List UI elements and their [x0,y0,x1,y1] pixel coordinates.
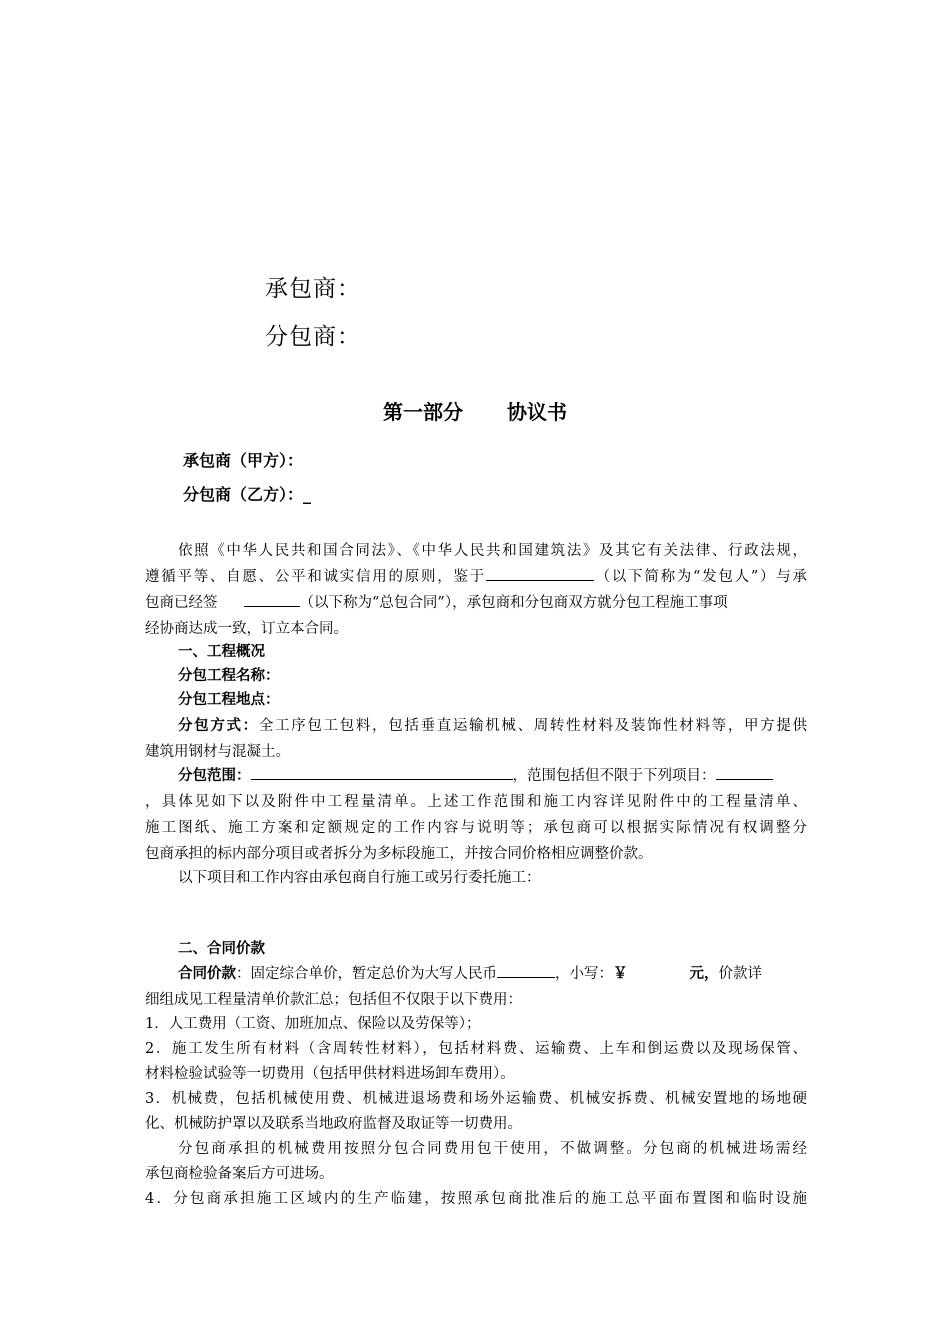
scope-line-1: 分包范围： ，范围包括但不限于下列项目： [178,764,807,788]
contract-blank [244,592,300,607]
method-line-1: 分包方式：全工序包工包料，包括垂直运输机械、周转性材料及装饰性材料等，甲方提供 [178,717,807,734]
title-part: 第一部分 [383,400,463,424]
method-line-2: 建筑用钢材与混凝土。 [145,744,290,760]
cost-item-2-line-2: 材料检验试验等一切费用（包括甲供材料进场卸车费用）。 [145,1066,515,1082]
price-line-2: 细组成见工程量清单价款汇总；包括但不仅限于以下费用： [145,992,522,1008]
cover-contractor: 承包商： [265,276,361,302]
price-line-1: 合同价款：固定综合单价，暂定总价为大写人民币 ，小写：￥ 元，价款详 [178,965,762,982]
section1-heading: 一、工程概况 [178,643,265,660]
cost-item-2-line-1: 2．施工发生所有材料（含周转性材料），包括材料费、运输费、上车和倒运费以及现场保管、 [145,1041,807,1057]
scope-line-4: 包商承担的标内部分项目或者拆分为多标段施工，并按合同价格相应调整价款。 [145,846,653,862]
intro-line-3: 包商已经签 （以下称为“总包合同”），承包商和分包商双方就分包工程施工事项 [145,591,807,615]
party-b: 分包商（乙方）：_ [183,485,312,504]
cost-item-4-line-1: 4．分包商承担施工区域内的生产临建，按照承包商批准后的施工总平面布置图和临时设施 [145,1191,807,1207]
project-name-label: 分包工程名称： [178,667,280,684]
cost-item-1: 1．人工费用（工资、加班加点、保险以及劳保等）； [145,1016,481,1032]
intro-line-1: 依照《中华人民共和国合同法》、《中华人民共和国建筑法》及其它有关法律、行政法规， [178,543,807,559]
cost-item-3-line-1: 3．机械费，包括机械使用费、机械进退场费和场外运输费、机械安拆费、机械安置地的场地硬 [145,1091,807,1107]
scope-line-2: ，具体见如下以及附件中工程量清单。上述工作范围和施工内容详见附件中的工程量清单、 [145,794,807,810]
machine-line-2: 承包商检验备案后方可进场。 [145,1166,334,1182]
title-name: 协议书 [507,400,567,424]
party-a: 承包商（甲方）： [183,451,304,470]
page-title [0,396,950,425]
excluded-items: 以下项目和工作内容由承包商自行施工或另行委托施工： [178,870,541,886]
scope-line-3: 施工图纸、施工方案和定额规定的工作内容与说明等；承包商可以根据实际情况有权调整分 [145,820,807,836]
cover-subcontractor: 分包商： [265,324,361,350]
cost-item-3-line-2: 化、机械防护罩以及联系当地政府监督及取证等一切费用。 [145,1116,522,1132]
price-words-blank [497,963,555,978]
intro-line-2: 遵循平等、自愿、公平和诚实信用的原则，鉴于 （以下简称为“发包人”）与承 [145,565,807,589]
scope-blank [251,765,513,780]
issuer-blank [486,566,594,581]
machine-line-1: 分包商承担的机械费用按照分包合同费用包干使用，不做调整。分包商的机械进场需经 [178,1141,807,1157]
section2-heading: 二、合同价款 [178,940,265,957]
scope-items-blank [716,765,773,780]
intro-line-4: 经协商达成一致，订立本合同。 [145,621,348,637]
project-site-label: 分包工程地点： [178,691,280,708]
